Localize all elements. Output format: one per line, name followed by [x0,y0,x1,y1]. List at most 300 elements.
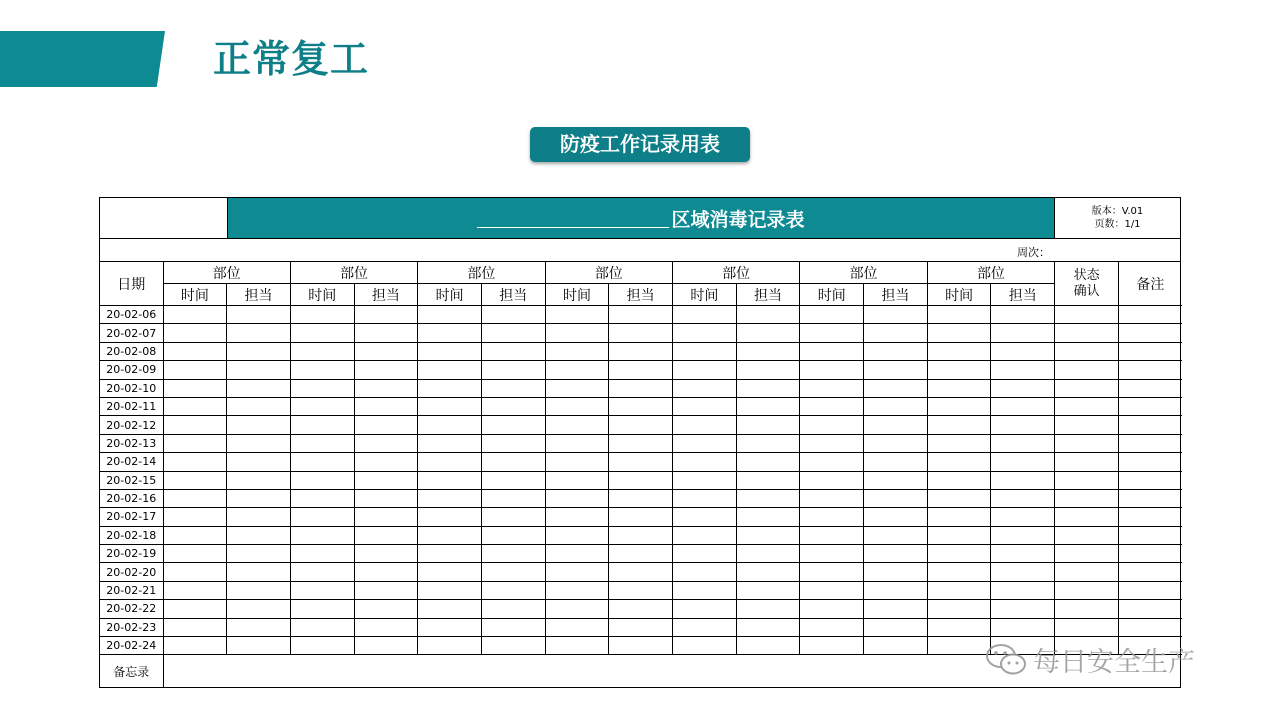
entry-cell[interactable] [418,471,482,489]
entry-cell[interactable] [1055,379,1119,397]
entry-cell[interactable] [609,600,673,618]
entry-cell[interactable] [290,563,354,581]
entry-cell[interactable] [927,526,991,544]
entry-cell[interactable] [1055,563,1119,581]
entry-cell[interactable] [736,324,800,342]
entry-cell[interactable] [1119,342,1182,360]
entry-cell[interactable] [609,526,673,544]
entry-cell[interactable] [481,526,545,544]
entry-cell[interactable] [991,453,1055,471]
entry-cell[interactable] [227,471,291,489]
entry-cell[interactable] [800,416,864,434]
entry-cell[interactable] [991,526,1055,544]
entry-cell[interactable] [354,342,418,360]
entry-cell[interactable] [163,342,227,360]
entry-cell[interactable] [864,545,928,563]
entry-cell[interactable] [354,545,418,563]
entry-cell[interactable] [991,508,1055,526]
entry-cell[interactable] [545,508,609,526]
entry-cell[interactable] [1119,563,1182,581]
entry-cell[interactable] [673,453,737,471]
entry-cell[interactable] [545,397,609,415]
entry-cell[interactable] [418,306,482,324]
entry-cell[interactable] [481,563,545,581]
entry-cell[interactable] [545,581,609,599]
entry-cell[interactable] [290,600,354,618]
entry-cell[interactable] [481,453,545,471]
entry-cell[interactable] [927,545,991,563]
entry-cell[interactable] [736,508,800,526]
entry-cell[interactable] [418,342,482,360]
entry-cell[interactable] [290,453,354,471]
entry-cell[interactable] [609,453,673,471]
entry-cell[interactable] [418,526,482,544]
entry-cell[interactable] [1055,581,1119,599]
entry-cell[interactable] [800,342,864,360]
entry-cell[interactable] [609,618,673,636]
entry-cell[interactable] [609,361,673,379]
entry-cell[interactable] [927,342,991,360]
entry-cell[interactable] [163,581,227,599]
entry-cell[interactable] [673,545,737,563]
entry-cell[interactable] [1055,618,1119,636]
entry-cell[interactable] [1119,545,1182,563]
entry-cell[interactable] [418,416,482,434]
entry-cell[interactable] [354,600,418,618]
entry-cell[interactable] [418,453,482,471]
entry-cell[interactable] [927,618,991,636]
entry-cell[interactable] [864,563,928,581]
entry-cell[interactable] [1119,397,1182,415]
entry-cell[interactable] [609,416,673,434]
entry-cell[interactable] [991,379,1055,397]
entry-cell[interactable] [1119,471,1182,489]
entry-cell[interactable] [864,453,928,471]
entry-cell[interactable] [481,581,545,599]
entry-cell[interactable] [1055,397,1119,415]
entry-cell[interactable] [991,545,1055,563]
entry-cell[interactable] [1055,416,1119,434]
entry-cell[interactable] [227,489,291,507]
entry-cell[interactable] [227,581,291,599]
entry-cell[interactable] [800,600,864,618]
entry-cell[interactable] [991,618,1055,636]
entry-cell[interactable] [864,324,928,342]
entry-cell[interactable] [481,618,545,636]
entry-cell[interactable] [418,489,482,507]
entry-cell[interactable] [227,416,291,434]
entry-cell[interactable] [736,637,800,655]
entry-cell[interactable] [354,618,418,636]
entry-cell[interactable] [927,471,991,489]
entry-cell[interactable] [481,508,545,526]
entry-cell[interactable] [227,526,291,544]
entry-cell[interactable] [227,508,291,526]
entry-cell[interactable] [227,600,291,618]
entry-cell[interactable] [481,397,545,415]
entry-cell[interactable] [290,526,354,544]
entry-cell[interactable] [163,471,227,489]
entry-cell[interactable] [800,545,864,563]
entry-cell[interactable] [673,563,737,581]
entry-cell[interactable] [290,306,354,324]
entry-cell[interactable] [1055,324,1119,342]
entry-cell[interactable] [800,324,864,342]
entry-cell[interactable] [354,526,418,544]
entry-cell[interactable] [1119,324,1182,342]
entry-cell[interactable] [290,637,354,655]
entry-cell[interactable] [864,342,928,360]
entry-cell[interactable] [673,508,737,526]
entry-cell[interactable] [1055,545,1119,563]
entry-cell[interactable] [673,618,737,636]
entry-cell[interactable] [481,637,545,655]
entry-cell[interactable] [991,361,1055,379]
entry-cell[interactable] [1119,581,1182,599]
entry-cell[interactable] [545,637,609,655]
entry-cell[interactable] [736,453,800,471]
entry-cell[interactable] [864,379,928,397]
entry-cell[interactable] [354,563,418,581]
entry-cell[interactable] [418,397,482,415]
entry-cell[interactable] [736,526,800,544]
entry-cell[interactable] [227,637,291,655]
entry-cell[interactable] [1055,489,1119,507]
entry-cell[interactable] [545,563,609,581]
entry-cell[interactable] [800,581,864,599]
entry-cell[interactable] [1055,306,1119,324]
entry-cell[interactable] [609,434,673,452]
entry-cell[interactable] [736,489,800,507]
entry-cell[interactable] [481,379,545,397]
entry-cell[interactable] [163,379,227,397]
entry-cell[interactable] [864,600,928,618]
entry-cell[interactable] [227,324,291,342]
entry-cell[interactable] [227,342,291,360]
entry-cell[interactable] [800,637,864,655]
entry-cell[interactable] [418,618,482,636]
entry-cell[interactable] [800,471,864,489]
entry-cell[interactable] [481,489,545,507]
entry-cell[interactable] [927,563,991,581]
entry-cell[interactable] [227,618,291,636]
entry-cell[interactable] [163,416,227,434]
entry-cell[interactable] [227,453,291,471]
entry-cell[interactable] [927,306,991,324]
entry-cell[interactable] [736,581,800,599]
entry-cell[interactable] [736,416,800,434]
entry-cell[interactable] [354,453,418,471]
entry-cell[interactable] [991,471,1055,489]
entry-cell[interactable] [736,361,800,379]
entry-cell[interactable] [545,416,609,434]
entry-cell[interactable] [163,361,227,379]
entry-cell[interactable] [227,563,291,581]
entry-cell[interactable] [736,306,800,324]
entry-cell[interactable] [991,563,1055,581]
entry-cell[interactable] [354,361,418,379]
entry-cell[interactable] [354,508,418,526]
entry-cell[interactable] [481,471,545,489]
entry-cell[interactable] [163,324,227,342]
entry-cell[interactable] [354,434,418,452]
entry-cell[interactable] [673,306,737,324]
entry-cell[interactable] [864,489,928,507]
entry-cell[interactable] [1055,361,1119,379]
entry-cell[interactable] [1119,489,1182,507]
entry-cell[interactable] [736,563,800,581]
entry-cell[interactable] [227,397,291,415]
entry-cell[interactable] [227,434,291,452]
entry-cell[interactable] [864,471,928,489]
entry-cell[interactable] [163,306,227,324]
entry-cell[interactable] [800,453,864,471]
entry-cell[interactable] [290,489,354,507]
entry-cell[interactable] [1055,600,1119,618]
entry-cell[interactable] [163,563,227,581]
entry-cell[interactable] [290,397,354,415]
entry-cell[interactable] [609,397,673,415]
entry-cell[interactable] [991,600,1055,618]
entry-cell[interactable] [673,600,737,618]
entry-cell[interactable] [864,434,928,452]
entry-cell[interactable] [673,379,737,397]
entry-cell[interactable] [991,306,1055,324]
entry-cell[interactable] [354,397,418,415]
entry-cell[interactable] [800,434,864,452]
entry-cell[interactable] [227,379,291,397]
entry-cell[interactable] [227,545,291,563]
entry-cell[interactable] [290,361,354,379]
entry-cell[interactable] [927,416,991,434]
entry-cell[interactable] [927,324,991,342]
entry-cell[interactable] [1119,416,1182,434]
entry-cell[interactable] [545,489,609,507]
entry-cell[interactable] [1119,526,1182,544]
entry-cell[interactable] [1055,526,1119,544]
entry-cell[interactable] [290,471,354,489]
entry-cell[interactable] [227,306,291,324]
entry-cell[interactable] [163,453,227,471]
entry-cell[interactable] [736,434,800,452]
entry-cell[interactable] [545,545,609,563]
entry-cell[interactable] [864,637,928,655]
entry-cell[interactable] [1119,379,1182,397]
entry-cell[interactable] [163,434,227,452]
entry-cell[interactable] [864,416,928,434]
entry-cell[interactable] [354,324,418,342]
entry-cell[interactable] [800,563,864,581]
entry-cell[interactable] [864,361,928,379]
entry-cell[interactable] [545,618,609,636]
entry-cell[interactable] [418,545,482,563]
entry-cell[interactable] [991,342,1055,360]
entry-cell[interactable] [481,434,545,452]
entry-cell[interactable] [991,416,1055,434]
entry-cell[interactable] [545,361,609,379]
entry-cell[interactable] [290,342,354,360]
entry-cell[interactable] [163,526,227,544]
entry-cell[interactable] [290,379,354,397]
entry-cell[interactable] [545,306,609,324]
entry-cell[interactable] [418,600,482,618]
entry-cell[interactable] [354,637,418,655]
entry-cell[interactable] [545,324,609,342]
entry-cell[interactable] [991,581,1055,599]
entry-cell[interactable] [418,508,482,526]
entry-cell[interactable] [1119,600,1182,618]
entry-cell[interactable] [418,581,482,599]
entry-cell[interactable] [354,471,418,489]
entry-cell[interactable] [609,545,673,563]
entry-cell[interactable] [545,342,609,360]
entry-cell[interactable] [163,489,227,507]
entry-cell[interactable] [1119,453,1182,471]
entry-cell[interactable] [163,545,227,563]
entry-cell[interactable] [800,508,864,526]
entry-cell[interactable] [481,306,545,324]
entry-cell[interactable] [673,342,737,360]
entry-cell[interactable] [481,600,545,618]
entry-cell[interactable] [927,489,991,507]
entry-cell[interactable] [1119,508,1182,526]
entry-cell[interactable] [673,526,737,544]
entry-cell[interactable] [609,379,673,397]
entry-cell[interactable] [864,581,928,599]
entry-cell[interactable] [927,361,991,379]
entry-cell[interactable] [290,416,354,434]
entry-cell[interactable] [418,379,482,397]
entry-cell[interactable] [354,306,418,324]
entry-cell[interactable] [290,581,354,599]
entry-cell[interactable] [354,489,418,507]
entry-cell[interactable] [1119,618,1182,636]
entry-cell[interactable] [927,453,991,471]
entry-cell[interactable] [927,637,991,655]
entry-cell[interactable] [864,618,928,636]
entry-cell[interactable] [736,618,800,636]
entry-cell[interactable] [1119,434,1182,452]
entry-cell[interactable] [481,545,545,563]
entry-cell[interactable] [609,306,673,324]
entry-cell[interactable] [1055,453,1119,471]
entry-cell[interactable] [673,397,737,415]
entry-cell[interactable] [673,324,737,342]
entry-cell[interactable] [163,637,227,655]
entry-cell[interactable] [418,324,482,342]
entry-cell[interactable] [1055,508,1119,526]
entry-cell[interactable] [673,416,737,434]
entry-cell[interactable] [227,361,291,379]
entry-cell[interactable] [290,324,354,342]
entry-cell[interactable] [991,397,1055,415]
entry-cell[interactable] [481,324,545,342]
entry-cell[interactable] [800,618,864,636]
entry-cell[interactable] [290,508,354,526]
entry-cell[interactable] [418,434,482,452]
entry-cell[interactable] [609,563,673,581]
entry-cell[interactable] [545,526,609,544]
entry-cell[interactable] [736,471,800,489]
entry-cell[interactable] [800,306,864,324]
entry-cell[interactable] [163,600,227,618]
entry-cell[interactable] [864,508,928,526]
entry-cell[interactable] [927,434,991,452]
entry-cell[interactable] [800,379,864,397]
entry-cell[interactable] [991,434,1055,452]
entry-cell[interactable] [991,324,1055,342]
entry-cell[interactable] [1055,342,1119,360]
entry-cell[interactable] [290,545,354,563]
entry-cell[interactable] [800,489,864,507]
entry-cell[interactable] [609,324,673,342]
entry-cell[interactable] [418,637,482,655]
entry-cell[interactable] [673,581,737,599]
entry-cell[interactable] [927,379,991,397]
entry-cell[interactable] [736,545,800,563]
entry-cell[interactable] [609,342,673,360]
entry-cell[interactable] [991,489,1055,507]
entry-cell[interactable] [163,397,227,415]
entry-cell[interactable] [545,434,609,452]
entry-cell[interactable] [927,581,991,599]
entry-cell[interactable] [864,526,928,544]
entry-cell[interactable] [481,342,545,360]
entry-cell[interactable] [1119,361,1182,379]
entry-cell[interactable] [609,508,673,526]
entry-cell[interactable] [1055,471,1119,489]
entry-cell[interactable] [354,581,418,599]
entry-cell[interactable] [609,471,673,489]
entry-cell[interactable] [163,508,227,526]
entry-cell[interactable] [545,379,609,397]
entry-cell[interactable] [545,471,609,489]
entry-cell[interactable] [481,416,545,434]
entry-cell[interactable] [545,600,609,618]
entry-cell[interactable] [673,471,737,489]
entry-cell[interactable] [354,416,418,434]
entry-cell[interactable] [163,618,227,636]
entry-cell[interactable] [609,637,673,655]
entry-cell[interactable] [800,361,864,379]
entry-cell[interactable] [927,508,991,526]
entry-cell[interactable] [609,581,673,599]
entry-cell[interactable] [927,397,991,415]
entry-cell[interactable] [864,306,928,324]
entry-cell[interactable] [354,379,418,397]
entry-cell[interactable] [673,489,737,507]
entry-cell[interactable] [290,434,354,452]
entry-cell[interactable] [864,397,928,415]
entry-cell[interactable] [1055,434,1119,452]
entry-cell[interactable] [736,379,800,397]
entry-cell[interactable] [673,434,737,452]
entry-cell[interactable] [736,600,800,618]
entry-cell[interactable] [609,489,673,507]
entry-cell[interactable] [736,342,800,360]
entry-cell[interactable] [481,361,545,379]
entry-cell[interactable] [418,563,482,581]
entry-cell[interactable] [673,361,737,379]
entry-cell[interactable] [290,618,354,636]
entry-cell[interactable] [800,526,864,544]
entry-cell[interactable] [545,453,609,471]
entry-cell[interactable] [673,637,737,655]
entry-cell[interactable] [418,361,482,379]
entry-cell[interactable] [736,397,800,415]
entry-cell[interactable] [1119,306,1182,324]
entry-cell[interactable] [800,397,864,415]
